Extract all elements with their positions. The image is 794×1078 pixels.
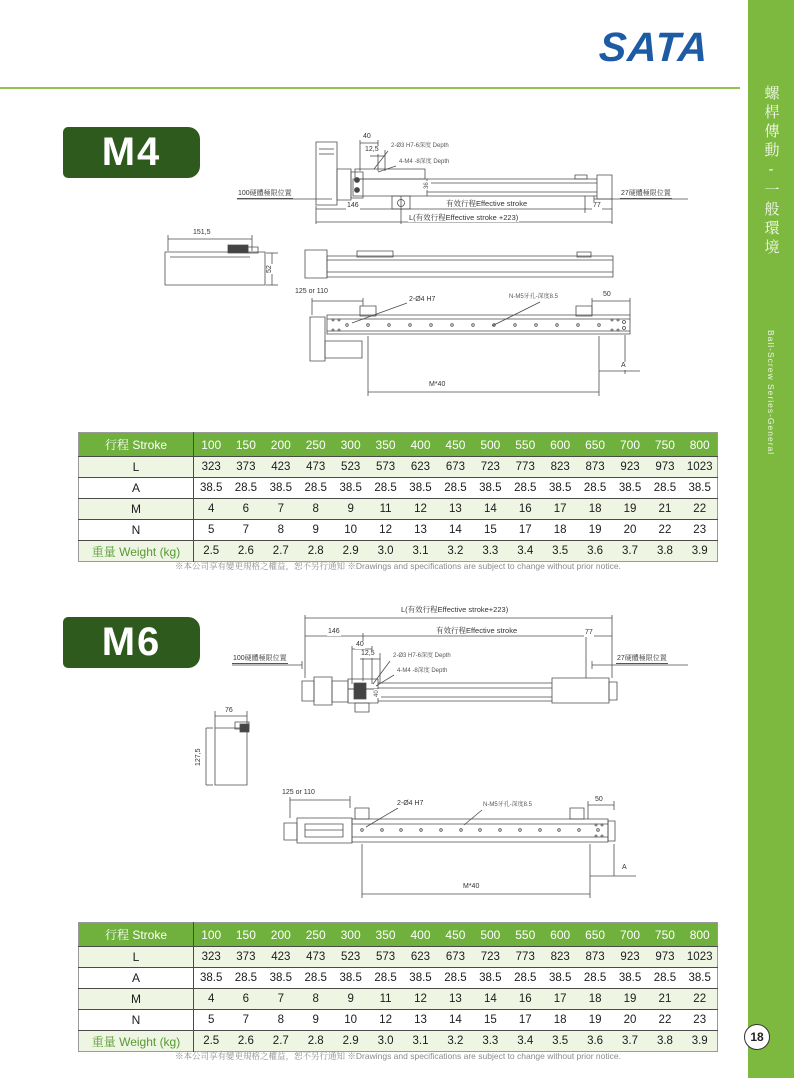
m4-spec-table [78, 432, 718, 562]
m4-disclaimer-note: ※本公司享有變更規格之權益，恕不另行通知 ※Drawings and specifications are subject to change without prior notice. [175, 561, 621, 571]
m6-dim-a: A [622, 864, 627, 871]
spec-cell: 22 [693, 993, 707, 1005]
stroke-column-header: 750 [647, 433, 682, 457]
m4-note-mount-taps: N-M5牙孔-深度8.5 [509, 294, 559, 300]
m6-dim-76: 76 [225, 707, 233, 714]
stroke-column-header: 100 [194, 923, 229, 947]
row-label-N: N [79, 1010, 194, 1031]
row-label-A: A [79, 968, 194, 989]
m6-dim-127-5: 127,5 [195, 748, 202, 766]
spec-cell: 38.5 [618, 972, 642, 984]
spec-row-weight [79, 541, 718, 562]
spec-cell: 7 [277, 503, 284, 515]
m4-dim-50: 50 [603, 291, 611, 298]
spec-cell: 9 [312, 524, 319, 536]
m4-note-dowel-holes: 2-Ø3 H7-6深度 Depth [391, 143, 449, 149]
row-label-N: N [79, 520, 194, 541]
spec-cell: 28.5 [234, 972, 258, 984]
stroke-column-header: 100 [194, 433, 229, 457]
spec-cell: 22 [658, 1014, 672, 1026]
m4-note-tap-holes: 4-M4 -8深度 Depth [399, 159, 450, 165]
spec-cell: 15 [483, 1014, 497, 1026]
spec-cell: 38.5 [688, 482, 711, 494]
spec-cell: 473 [306, 951, 326, 963]
spec-cell: 14 [449, 524, 462, 536]
spec-cell: 20 [623, 1014, 637, 1026]
spec-cell: 23 [693, 524, 707, 536]
spec-cell: 13 [414, 524, 427, 536]
stroke-column-header: 800 [682, 923, 717, 947]
stroke-column-header: 750 [647, 923, 682, 947]
spec-cell: 573 [375, 951, 396, 963]
spec-row-L [79, 457, 718, 478]
spec-cell: 38.5 [339, 482, 362, 494]
spec-cell: 19 [588, 524, 602, 536]
spec-cell: 6 [242, 503, 250, 515]
stroke-column-header: 200 [263, 433, 298, 457]
spec-cell: 3.8 [656, 545, 673, 557]
stroke-column-header: 800 [682, 433, 717, 457]
m6-limit-left: 100硬體極限位置 [233, 655, 287, 662]
spec-cell: 8 [312, 503, 319, 515]
spec-cell: 4 [208, 993, 215, 1005]
spec-cell: 2.7 [272, 1035, 289, 1047]
spec-cell: 773 [515, 461, 535, 473]
spec-cell: 28.5 [514, 972, 537, 984]
spec-cell: 13 [414, 1014, 427, 1026]
spec-cell: 323 [201, 951, 221, 963]
spec-cell: 16 [518, 503, 532, 515]
stroke-column-header: 300 [333, 923, 368, 947]
spec-cell: 3.4 [517, 1035, 534, 1047]
stroke-header-label: 行程 Stroke [79, 923, 194, 947]
spec-cell: 12 [379, 1014, 392, 1026]
spec-cell: 3.6 [587, 545, 604, 557]
spec-cell: 523 [341, 461, 361, 473]
spec-cell: 9 [312, 1014, 319, 1026]
spec-cell: 3.9 [691, 545, 708, 557]
spec-cell: 38.5 [339, 972, 362, 984]
spec-cell: 6 [242, 993, 250, 1005]
spec-cell: 3.4 [517, 545, 534, 557]
m6-dim-50: 50 [595, 796, 603, 803]
spec-cell: 28.5 [653, 972, 677, 984]
spec-cell: 22 [658, 524, 672, 536]
spec-cell: 673 [445, 461, 465, 473]
stroke-column-header: 550 [508, 923, 543, 947]
spec-cell: 7 [242, 524, 250, 536]
spec-cell: 11 [379, 503, 392, 515]
spec-cell: 1023 [686, 951, 713, 963]
spec-cell: 673 [445, 951, 465, 963]
stroke-column-header: 450 [438, 433, 473, 457]
spec-cell: 373 [236, 461, 256, 473]
row-label-L: L [79, 947, 194, 968]
spec-cell: 10 [344, 1014, 358, 1026]
page-number: 18 [750, 1030, 764, 1044]
stroke-column-header: 700 [613, 433, 648, 457]
spec-cell: 38.5 [548, 482, 572, 494]
row-label-weight: 重量 Weight (kg) [79, 541, 194, 562]
m4-length-formula: L(有效行程Effective stroke +223) [409, 213, 519, 222]
spec-cell: 28.5 [583, 482, 607, 494]
m6-dim-146: 146 [328, 628, 340, 635]
spec-cell: 28.5 [514, 482, 537, 494]
m6-dim-40: 40 [356, 641, 364, 648]
m4-dim-77: 77 [593, 202, 601, 209]
spec-cell: 973 [655, 951, 675, 963]
spec-cell: 28.5 [304, 972, 327, 984]
spec-cell: 3.3 [482, 1035, 499, 1047]
m6-note-mount-taps: N-M5牙孔-深度8.5 [483, 802, 533, 808]
spec-cell: 11 [379, 993, 392, 1005]
m6-dim-12-5: 12,5 [361, 650, 375, 657]
spec-cell: 3.8 [656, 1035, 673, 1047]
spec-cell: 10 [344, 524, 358, 536]
stroke-header-label: 行程 Stroke [79, 433, 194, 457]
spec-cell: 14 [483, 993, 497, 1005]
spec-row-A [79, 968, 718, 989]
m6-spec-table [78, 922, 718, 1052]
stroke-column-header: 150 [228, 433, 263, 457]
stroke-column-header: 600 [543, 923, 578, 947]
spec-cell: 2.6 [237, 545, 254, 557]
spec-cell: 38.5 [200, 482, 223, 494]
spec-cell: 3.2 [447, 545, 464, 557]
spec-cell: 17 [553, 993, 567, 1005]
spec-cell: 38.5 [409, 482, 432, 494]
spec-cell: 723 [480, 951, 500, 963]
spec-cell: 923 [620, 951, 640, 963]
spec-cell: 7 [242, 1014, 250, 1026]
spec-cell: 5 [208, 1014, 215, 1026]
stroke-header-row [79, 433, 718, 457]
spec-cell: 28.5 [374, 482, 397, 494]
stroke-column-header: 700 [613, 923, 648, 947]
spec-cell: 28.5 [374, 972, 397, 984]
spec-cell: 22 [693, 503, 707, 515]
spec-cell: 773 [515, 951, 535, 963]
m6-note-tap-holes: 4-M4 -8深度 Depth [397, 668, 448, 674]
spec-cell: 573 [375, 461, 396, 473]
m4-limit-right: 27硬體極限位置 [621, 190, 671, 197]
spec-cell: 473 [306, 461, 326, 473]
row-label-M: M [79, 499, 194, 520]
spec-cell: 2.5 [203, 1035, 220, 1047]
m6-length-formula: L(有效行程Effective stroke+223) [401, 605, 509, 614]
spec-cell: 18 [553, 1014, 567, 1026]
spec-cell: 14 [449, 1014, 462, 1026]
m4-dim-151-5: 151,5 [193, 229, 211, 236]
spec-cell: 873 [585, 951, 605, 963]
spec-row-A [79, 478, 718, 499]
m4-effective-stroke: 有效行程Effective stroke [446, 199, 528, 208]
spec-cell: 2.5 [203, 545, 220, 557]
spec-cell: 13 [449, 503, 462, 515]
stroke-column-header: 400 [403, 923, 438, 947]
model-title-m4: M4 [101, 130, 162, 174]
stroke-column-header: 650 [578, 923, 613, 947]
spec-cell: 17 [553, 503, 567, 515]
stroke-column-header: 300 [333, 433, 368, 457]
spec-cell: 2.8 [307, 1035, 324, 1047]
spec-cell: 2.9 [342, 1035, 359, 1047]
spec-cell: 4 [208, 503, 215, 515]
stroke-column-header: 650 [578, 433, 613, 457]
spec-cell: 38.5 [269, 482, 292, 494]
spec-cell: 8 [277, 524, 284, 536]
m6-dim-77: 77 [585, 629, 593, 636]
spec-cell: 38.5 [269, 972, 292, 984]
spec-cell: 2.8 [307, 545, 324, 557]
row-label-M: M [79, 989, 194, 1010]
spec-cell: 8 [277, 1014, 284, 1026]
sidebar-title-chinese: 螺桿傳動-一般環境 [762, 85, 780, 258]
stroke-column-header: 450 [438, 923, 473, 947]
spec-cell: 12 [414, 503, 427, 515]
row-label-A: A [79, 478, 194, 499]
spec-cell: 23 [693, 1014, 707, 1026]
spec-cell: 3.1 [412, 545, 429, 557]
m4-dim-146: 146 [347, 202, 359, 209]
spec-cell: 28.5 [444, 972, 467, 984]
m4-dim-a: A [621, 362, 626, 369]
spec-cell: 823 [550, 951, 570, 963]
sata-logo: SATA [597, 24, 711, 70]
spec-cell: 17 [518, 524, 532, 536]
spec-cell: 3.1 [412, 1035, 429, 1047]
stroke-column-header: 400 [403, 433, 438, 457]
spec-cell: 8 [312, 993, 319, 1005]
stroke-column-header: 500 [473, 923, 508, 947]
stroke-column-header: 150 [228, 923, 263, 947]
spec-cell: 873 [585, 461, 605, 473]
spec-cell: 19 [588, 1014, 602, 1026]
spec-cell: 823 [550, 461, 570, 473]
spec-row-N [79, 520, 718, 541]
spec-row-L [79, 947, 718, 968]
spec-cell: 19 [623, 503, 637, 515]
spec-cell: 923 [620, 461, 640, 473]
m4-dim-12-5: 12,5 [365, 146, 379, 153]
spec-cell: 523 [341, 951, 361, 963]
m4-note-pin-holes: 2-Ø4 H7 [409, 296, 436, 303]
spec-cell: 3.9 [691, 1035, 708, 1047]
spec-cell: 3.7 [622, 1035, 639, 1047]
spec-cell: 16 [518, 993, 532, 1005]
stroke-column-header: 600 [543, 433, 578, 457]
spec-cell: 17 [518, 1014, 532, 1026]
m4-technical-drawing [165, 140, 688, 396]
stroke-column-header: 250 [298, 433, 333, 457]
spec-cell: 38.5 [200, 972, 223, 984]
spec-cell: 14 [483, 503, 497, 515]
m4-dim-36: 36 [424, 182, 430, 189]
spec-row-M [79, 499, 718, 520]
spec-cell: 18 [588, 503, 602, 515]
spec-cell: 2.6 [237, 1035, 254, 1047]
model-title-m6: M6 [101, 620, 162, 664]
stroke-column-header: 500 [473, 433, 508, 457]
spec-row-M [79, 989, 718, 1010]
spec-cell: 15 [483, 524, 497, 536]
spec-cell: 3.7 [622, 545, 639, 557]
spec-cell: 623 [410, 951, 431, 963]
spec-cell: 38.5 [688, 972, 711, 984]
sidebar-title-english: Ball-Screw Series-General [766, 330, 776, 456]
spec-row-weight [79, 1031, 718, 1052]
m6-limit-right: 27硬體極限位置 [617, 655, 667, 662]
spec-cell: 3.0 [377, 545, 394, 557]
row-label-weight: 重量 Weight (kg) [79, 1031, 194, 1052]
stroke-column-header: 250 [298, 923, 333, 947]
spec-cell: 9 [347, 503, 354, 515]
spec-cell: 21 [658, 503, 672, 515]
stroke-column-header: 350 [368, 923, 403, 947]
m6-note-dowel-holes: 2-Ø3 H7-6深度 Depth [393, 653, 451, 659]
spec-cell: 38.5 [479, 972, 502, 984]
spec-cell: 28.5 [234, 482, 258, 494]
m6-dim-40-carriage: 40 [374, 690, 380, 697]
spec-cell: 20 [623, 524, 637, 536]
m4-dim-52: 52 [266, 265, 273, 273]
spec-cell: 3.6 [587, 1035, 604, 1047]
spec-cell: 28.5 [304, 482, 327, 494]
spec-row-N [79, 1010, 718, 1031]
spec-cell: 21 [658, 993, 672, 1005]
m6-note-pin-holes: 2-Ø4 H7 [397, 800, 424, 807]
spec-cell: 18 [553, 524, 567, 536]
spec-cell: 38.5 [548, 972, 572, 984]
stroke-header-row [79, 923, 718, 947]
spec-cell: 28.5 [653, 482, 677, 494]
stroke-column-header: 200 [263, 923, 298, 947]
spec-cell: 19 [623, 993, 637, 1005]
spec-cell: 38.5 [618, 482, 642, 494]
spec-cell: 28.5 [444, 482, 467, 494]
stroke-column-header: 550 [508, 433, 543, 457]
m4-dim-m40: M*40 [429, 381, 446, 388]
spec-cell: 38.5 [479, 482, 502, 494]
m6-disclaimer-note: ※本公司享有變更規格之權益，恕不另行通知 ※Drawings and specifications are subject to change without prior notice. [175, 1051, 621, 1061]
spec-cell: 623 [410, 461, 431, 473]
spec-cell: 3.5 [552, 545, 569, 557]
spec-cell: 323 [201, 461, 221, 473]
spec-cell: 12 [414, 993, 427, 1005]
spec-cell: 2.7 [272, 545, 289, 557]
spec-cell: 423 [271, 461, 291, 473]
spec-cell: 423 [271, 951, 291, 963]
m4-limit-left: 100硬體極限位置 [238, 190, 292, 197]
spec-cell: 3.3 [482, 545, 499, 557]
spec-cell: 18 [588, 993, 602, 1005]
m4-dim-125-or-110: 125 or 110 [295, 288, 328, 295]
spec-cell: 1023 [686, 461, 713, 473]
m6-effective-stroke: 有效行程Effective stroke [436, 626, 518, 635]
spec-cell: 373 [236, 951, 256, 963]
spec-cell: 3.0 [377, 1035, 394, 1047]
spec-cell: 28.5 [583, 972, 607, 984]
stroke-column-header: 350 [368, 433, 403, 457]
spec-cell: 3.5 [552, 1035, 569, 1047]
spec-cell: 5 [208, 524, 215, 536]
spec-cell: 7 [277, 993, 284, 1005]
spec-cell: 973 [655, 461, 675, 473]
row-label-L: L [79, 457, 194, 478]
spec-cell: 3.2 [447, 1035, 464, 1047]
spec-cell: 2.9 [342, 545, 359, 557]
spec-cell: 13 [449, 993, 462, 1005]
m6-dim-125-or-110: 125 or 110 [282, 789, 315, 796]
spec-cell: 723 [480, 461, 500, 473]
m6-dim-m40: M*40 [463, 883, 480, 890]
spec-cell: 12 [379, 524, 392, 536]
m4-dim-40: 40 [363, 133, 371, 140]
spec-cell: 38.5 [409, 972, 432, 984]
spec-cell: 9 [347, 993, 354, 1005]
